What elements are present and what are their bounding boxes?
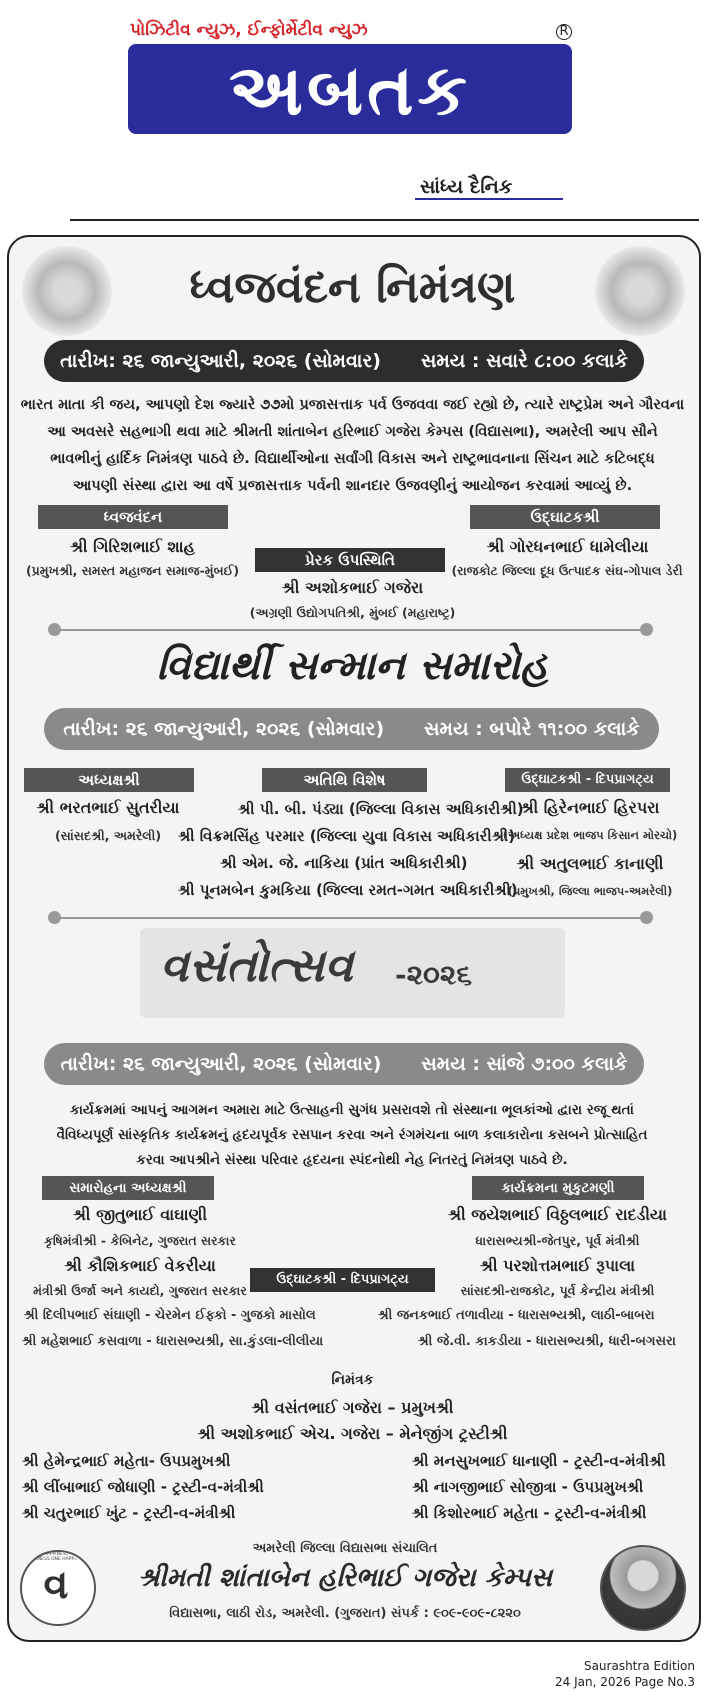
special-guest: શ્રી પી. બી. પંડ્યા (જિલ્લા વિકાસ અધિકારીશ્રી) xyxy=(238,800,524,818)
guest-name: શ્રી અતુલભાઈ કાનાણી xyxy=(516,854,664,873)
guest-role: (અધ્યક્ષ પ્રદેશ ભાજપ કિસાન મોરચો) xyxy=(502,828,678,842)
paragraph-line: કાર્યક્રમમાં આપનું આગમન અમારા માટે ઉત્સાહની સુગંધ પ્રસરાવશે તો સંસ્થાના ભૂલકાંઓ દ્વારા રજૂ થતાં xyxy=(70,1102,634,1118)
paragraph-line: આ અવસરે સહભાગી થવા માટે શ્રીમતી શાંતાબેન હરિભાઈ ગજેરા કેમ્પસ (વિદ્યાસભા), અમરેલી આપ સૌને xyxy=(47,424,658,440)
guest-role: મંત્રીશ્રી ઉર્જા અને કાયદો, ગુજરાત સરકાર xyxy=(33,1283,247,1298)
edition-label: Saurashtra Edition xyxy=(583,1659,695,1673)
inaugurator: શ્રી જનકભાઈ તળાવીયા - ધારાસભ્યશ્રી, લાઠી-બાબરા xyxy=(378,1308,655,1323)
host-member: શ્રી હેમેન્દ્રભાઈ મહેતા- ઉપપ્રમુખશ્રી xyxy=(22,1452,231,1470)
host-managing-trustee: શ્રી અશોકભાઈ એચ. ગજેરા – મેનેજીંગ ટ્રસ્ટીશ્રી xyxy=(197,1424,508,1443)
host-member: શ્રી કિશોરભાઈ મહેતા - ટ્રસ્ટી-વ-મંત્રીશ્રી xyxy=(412,1504,647,1522)
divider-dot xyxy=(640,911,653,924)
student-honor-datetime xyxy=(44,708,659,750)
vasantotsav-year: -૨૦૨૬ xyxy=(395,958,473,991)
special-guest: શ્રી વિક્રમસિંહ પરમાર (જિલ્લા યુવા વિકાસ અધિકારીશ્રી) xyxy=(178,827,516,845)
guest-name: શ્રી ગોરધનભાઈ ધામેલીયા xyxy=(486,537,649,556)
header-divider xyxy=(70,219,699,221)
tag-flag-hoisting: ધ્વજવંદન xyxy=(38,505,228,529)
guest-name: શ્રી પરશોત્તમભાઈ રૂપાલા xyxy=(479,1256,636,1275)
flag-hoisting-time: સમય : સવારે ૮:૦૦ કલાકે xyxy=(420,350,628,372)
tag-inaugurator: ઉદ્ઘાટકશ્રી xyxy=(470,505,660,529)
campus-logo-ring-text: ONE HAPPINESS ONE HAPPINESS ONE HAPPINESS xyxy=(24,1552,88,1562)
hosts-label: નિમંત્રક xyxy=(331,1372,374,1388)
tag-inspiring-presence: પ્રેરક ઉપસ્થિતિ xyxy=(255,548,445,572)
guest-role: સાંસદશ્રી-રાજકોટ, પૂર્વ કેન્દ્રીય મંત્રીશ્રી xyxy=(460,1283,655,1298)
host-member: શ્રી નાગજીભાઈ સોજીત્રા - ઉપપ્રમુખશ્રી xyxy=(412,1478,644,1496)
tag-inauguration-lamp: ઉદ્ઘાટકશ્રી - દિપપ્રાગટ્ય xyxy=(250,1268,435,1292)
inaugurator: શ્રી જે.વી. કાકડીયા - ધારાસભ્યશ્રી, ધારી-બગસરા xyxy=(418,1334,676,1349)
host-member: શ્રી ચતુરભાઈ ખુંટ - ટ્રસ્ટી-વ-મંત્રીશ્રી xyxy=(22,1504,236,1522)
divider-dot xyxy=(48,623,61,636)
paragraph-line: કરવા આપશ્રીને સંસ્થા પરિવાર હૃદયના સ્પંદનોથી નેહ નિતરતું નિમંત્રણ પાઠવે છે. xyxy=(136,1152,568,1168)
flag-hoisting-date: તારીખ: ૨૬ જાન્યુઆરી, ૨૦૨૬ (સોમવાર) xyxy=(60,350,381,372)
guest-role: (પ્રમુખશ્રી, જિલ્લા ભાજપ-અમરેલી) xyxy=(507,884,673,898)
guest-role: (રાજકોટ જિલ્લા દૂધ ઉત્પાદક સંઘ-ગોપાલ ડેરી xyxy=(451,563,683,578)
masthead-underline xyxy=(415,198,563,200)
date-page-label: 24 Jan, 2026 Page No.3 xyxy=(555,1675,695,1689)
guest-name: શ્રી ભરતભાઈ સુતરીયા xyxy=(36,798,180,817)
divider-dot xyxy=(640,623,653,636)
guest-name: શ્રી અશોકભાઈ ગજેરા xyxy=(281,578,424,597)
flag-hoisting-datetime xyxy=(44,340,644,382)
guest-role: ધારાસભ્યશ્રી-જેતપુર, પૂર્વ મંત્રીશ્રી xyxy=(475,1233,640,1248)
guest-name: શ્રી જયેશભાઈ વિઠ્ઠલભાઈ રાદડીયા xyxy=(448,1205,667,1224)
founder-photo xyxy=(600,1545,686,1631)
tag-chairperson: અધ્યક્ષશ્રી xyxy=(24,768,194,792)
paragraph-line: વૈવિધ્યપૂર્ણ સાંસ્કૃતિક કાર્યક્રમનું હૃદયપૂર્વક રસપાન કરવા અને રંગમંચના બાળ કલાકારોના કસબને પ્રોત્સાહિત xyxy=(56,1127,648,1143)
masthead-logo-text: અબતક xyxy=(229,49,471,131)
divider-dot xyxy=(48,911,61,924)
student-honor-time: સમય : બપોરે ૧૧:૦૦ કલાકે xyxy=(424,718,640,740)
campus-name: શ્રીમતી શાંતાબેન હરિભાઈ ગજેરા કેમ્પસ xyxy=(137,1563,553,1593)
page-footer xyxy=(470,1658,695,1690)
guest-name: શ્રી જીતુભાઈ વાઘાણી xyxy=(72,1205,208,1224)
tag-inauguration-lamp: ઉદ્ઘાટકશ્રી - દિપપ્રાગટ્ય xyxy=(505,768,670,792)
guest-name: શ્રી ગિરિશભાઈ શાહ xyxy=(70,537,195,556)
paragraph-line: ભાવભીનું હાર્દિક નિમંત્રણ પાઠવે છે. વિદ્યાર્થીઓના સર્વાંગી વિકાસ અને રાષ્ટ્રભાવનાના સિંચન માટે કટિબદ્ધ xyxy=(50,451,655,467)
vasantotsav-datetime xyxy=(44,1043,644,1085)
tag-ceremony-chair: સમારોહના અધ્યક્ષશ્રી xyxy=(42,1176,214,1200)
special-guest: શ્રી એમ. જે. નાકિયા (પ્રાંત અધિકારીશ્રી) xyxy=(220,854,468,872)
vasantotsav-time: સમય : સાંજે ૭:૦૦ કલાકે xyxy=(421,1053,628,1075)
paragraph-line: ભારત માતા કી જય, આપણો દેશ જ્યારે ૭૭મો પ્રજાસત્તાક પર્વ ઉજવવા જઈ રહ્યો છે, ત્યારે રાષ્ટ્રપ્રેમ અને ગૌરવના xyxy=(20,397,685,413)
guest-role: (અગ્રણી ઉદ્યોગપતિશ્રી, મુંબઈ (મહારાષ્ટ્ર) xyxy=(249,605,456,620)
host-member: શ્રી લીંબાભાઈ જોધાણી - ટ્રસ્ટી-વ-મંત્રીશ્રી xyxy=(22,1478,264,1496)
masthead-subtitle: સાંધ્ય દૈનિક xyxy=(420,176,513,198)
campus-logo-glyph: વ xyxy=(43,1562,69,1608)
campus-managed-by: અમરેલી જિલ્લા વિદ્યાસભા સંચાલિત xyxy=(252,1541,438,1556)
masthead-tagline: પોઝિટીવ ન્યુઝ, ઈન્ફોર્મેટીવ ન્યુઝ xyxy=(130,20,368,40)
flag-hoisting-paragraph xyxy=(20,392,685,500)
host-member: શ્રી મનસુખભાઈ ધાનાણી - ટ્રસ્ટી-વ-મંત્રીશ્રી xyxy=(412,1452,666,1470)
host-president: શ્રી વસંતભાઈ ગજેરા – પ્રમુખશ્રી xyxy=(251,1398,454,1417)
guest-name: શ્રી કૌશિકભાઈ વેકરીયા xyxy=(64,1256,216,1275)
inaugurator: શ્રી દિલીપભાઈ સંઘાણી - ચેરમેન ઈફ્કો - ગુજકો માસોલ xyxy=(24,1308,316,1323)
guest-role: (સાંસદશ્રી, અમરેલી) xyxy=(54,828,162,843)
section-divider xyxy=(55,917,645,919)
registered-mark: R xyxy=(556,24,572,40)
guest-role: કૃષિમંત્રીશ્રી - કેબિનેટ, ગુજરાત સરકાર xyxy=(44,1233,236,1248)
campus-address: વિદ્યાસભા, લાઠી રોડ, અમરેલી. (ગુજરાત) સંપર્ક : ૯૦૯-૯૦૯-૮૨૨૦ xyxy=(169,1606,521,1621)
paragraph-line: આપણી સંસ્થા દ્વારા આ વર્ષે પ્રજાસત્તાક પર્વની શાનદાર ઉજવણીનું આયોજન કરવામાં આવ્યું છે. xyxy=(72,478,633,494)
tag-chief-guests: કાર્યક્રમના મુકુટમણી xyxy=(472,1176,644,1200)
vasantotsav-date: તારીખ: ૨૬ જાન્યુઆરી, ૨૦૨૬ (સોમવાર) xyxy=(60,1053,382,1075)
special-guest: શ્રી પૂનમબેન કુમકિયા (જિલ્લા રમત-ગમત અધિકારીશ્રી) xyxy=(178,881,518,899)
flag-hoisting-title: ધ્વજવંદન નિમંત્રણ xyxy=(189,262,516,313)
guest-role: (પ્રમુખશ્રી, સમસ્ત મહાજન સમાજ-મુંબઈ) xyxy=(25,563,240,578)
student-honor-date: તારીખ: ૨૬ જાન્યુઆરી, ૨૦૨૬ (સોમવાર) xyxy=(63,718,385,740)
inaugurator: શ્રી મહેશભાઈ કસવાળા - ધારાસભ્યશ્રી, સા.કુંડલા-લીલીયા xyxy=(22,1334,324,1349)
vasantotsav-paragraph xyxy=(22,1098,682,1173)
vasantotsav-title: વસંતોત્સવ xyxy=(160,938,354,992)
guest-name: શ્રી હિરેનભાઈ હિરપરા xyxy=(520,798,660,817)
section-divider xyxy=(55,629,645,631)
tag-special-guest: અતિથિ વિશેષ xyxy=(262,768,427,792)
student-honor-title: વિદ્યાર્થી સન્માન સમારોહ xyxy=(156,642,549,689)
